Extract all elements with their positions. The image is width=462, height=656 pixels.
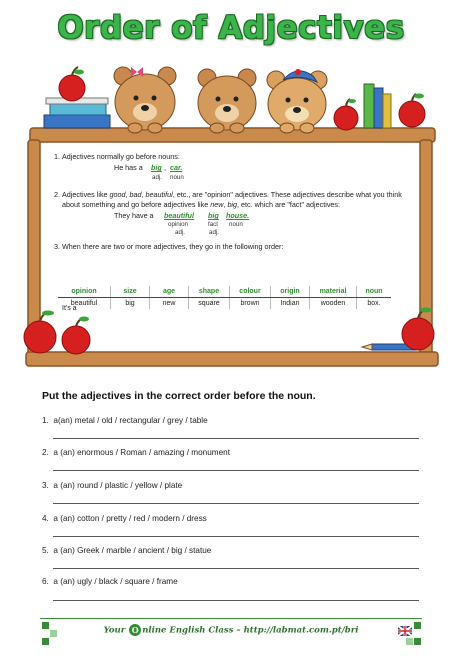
- grammar-rules: [42, 152, 412, 252]
- bear-left-icon: [114, 67, 176, 133]
- footer-credit: Your O nline English Class – http://labmat.com.pt/bri: [103, 625, 359, 636]
- table-cell: brown: [230, 298, 271, 310]
- table-row-label: It's a: [62, 305, 77, 312]
- table-header: opinion: [58, 286, 111, 298]
- answer-line[interactable]: [53, 600, 419, 601]
- table-header-row: [58, 286, 391, 298]
- apple-icon: [59, 67, 85, 101]
- exercise-item: 3. a (an) round / plastic / yellow / plate: [42, 481, 183, 490]
- answer-line[interactable]: [53, 470, 419, 471]
- decor-square-icon: [414, 638, 421, 645]
- rule-1-example: He has a big , car. adj. noun: [114, 163, 184, 181]
- table-header: colour: [230, 286, 271, 298]
- decor-square-icon: [42, 638, 49, 645]
- exercise-item: 4. a (an) cotton / pretty / red / modern / dress: [42, 514, 207, 523]
- bear-right-icon: [267, 69, 327, 133]
- footer-divider: [40, 618, 422, 619]
- table-cell: square: [189, 298, 230, 310]
- globe-icon: O: [129, 624, 141, 636]
- adjective-order-table: [58, 286, 391, 309]
- apple-icon: [334, 99, 358, 130]
- exercise-item: 6. a (an) ugly / black / square / frame: [42, 577, 178, 586]
- table-cell: Indian: [271, 298, 310, 310]
- rule-2: 2. Adjectives like good, bad, beautiful, etc., are "opinion" adjectives. These adjectives describe what you think about something and go before adjectives like new, big, etc. which are "fact" adjectives:: [54, 190, 402, 209]
- table-cell: beautiful: [70, 300, 98, 307]
- answer-line[interactable]: [53, 503, 419, 504]
- table-cell: new: [150, 298, 189, 310]
- uk-flag-icon: [398, 626, 412, 636]
- table-header: noun: [357, 286, 392, 298]
- decor-square-icon: [406, 638, 413, 645]
- answer-line[interactable]: [53, 568, 419, 569]
- table-header: shape: [189, 286, 230, 298]
- rule-1: 1. Adjectives normally go before nouns:: [54, 152, 180, 161]
- books-right-icon: [364, 84, 391, 128]
- exercise-item: 1. a(an) metal / old / rectangular / grey / table: [42, 416, 208, 425]
- table-cell: wooden: [310, 298, 357, 310]
- bear-middle-icon: [198, 69, 256, 133]
- table-header: origin: [271, 286, 310, 298]
- table-header: material: [310, 286, 357, 298]
- decor-square-icon: [414, 622, 421, 629]
- answer-line[interactable]: [53, 438, 419, 439]
- rule-2-example: They have a beautiful big house. opinion adj. fact adj. noun: [114, 211, 250, 236]
- table-cell: big: [111, 298, 150, 310]
- table-header: size: [111, 286, 150, 298]
- books-left-icon: [44, 98, 110, 128]
- exercise-item: 5. a (an) Greek / marble / ancient / big / statue: [42, 546, 212, 555]
- answer-line[interactable]: [53, 536, 419, 537]
- exercise-instruction: Put the adjectives in the correct order before the noun.: [42, 390, 316, 402]
- exercise-item: 2. a (an) enormous / Roman / amazing / monument: [42, 448, 230, 457]
- table-row: [58, 298, 391, 310]
- page-title: Order of Adjectives: [57, 10, 405, 46]
- apple-icon: [399, 94, 425, 128]
- table-cell: box.: [357, 298, 392, 310]
- table-header: age: [150, 286, 189, 298]
- frame-bottom-bar: [26, 352, 438, 366]
- rule-3: 3. When there are two or more adjectives, they go in the following order:: [54, 242, 284, 251]
